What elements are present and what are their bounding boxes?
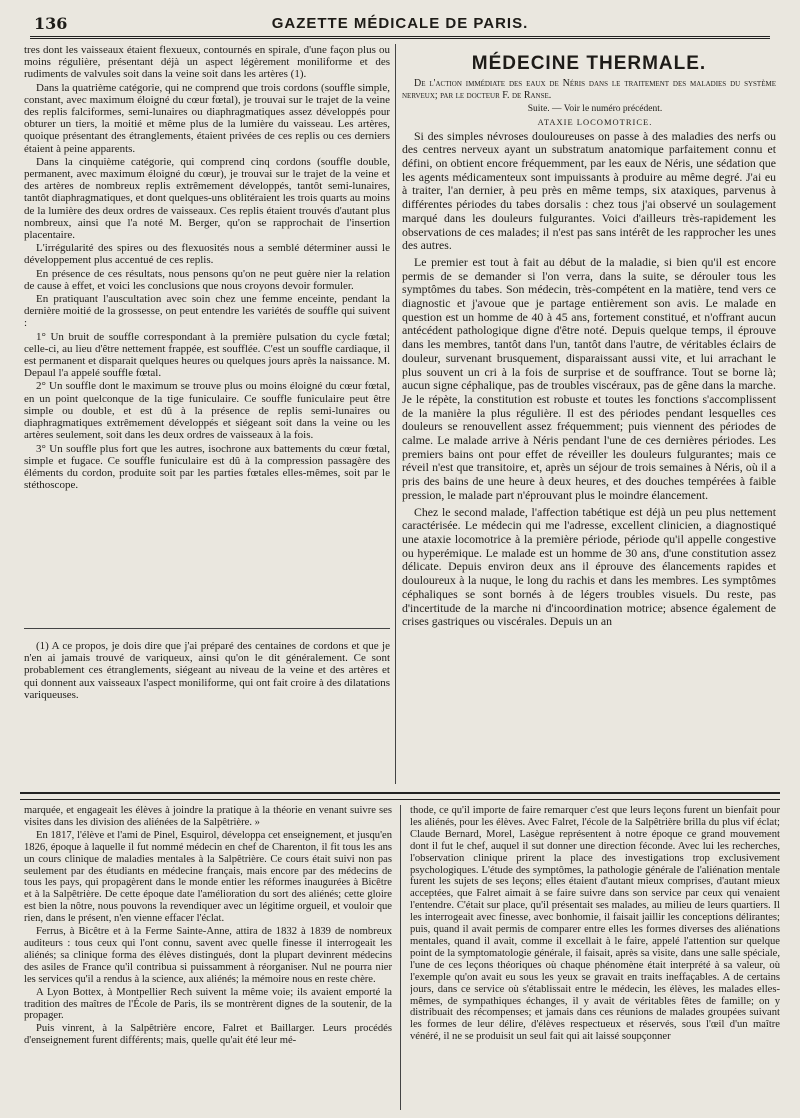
right-column <box>402 44 776 788</box>
continuation-note: Suite. — Voir le numéro précédent. <box>527 104 663 115</box>
paragraph: En présence de ces résultats, nous pensons qu'on ne peut guère nier la relation de cause à effet, et voici les conclusions que nous croyons devoir formuler. <box>24 267 390 292</box>
paragraph: 2° Un souffle dont le maximum se trouve plus ou moins éloigné du cœur fœtal, en un point quelconque de la tige funiculaire. Ce souffle funiculaire peut être simple ou double, et est dû à la présence de replis semi-lunaires ou diaphragmatiques extrêmement développés et siégeant soit dans la veine ou les artères seulement, soit dans les deux ordres de vaisseaux à la fois. <box>24 380 390 442</box>
paragraph: A Lyon Bottex, à Montpellier Rech suivent la même voie; ils avaient emporté la tradition des maîtres de l'École de Paris, ils se montrèrent dignes de la soutenir, de la propager. <box>24 986 392 1022</box>
lower-left-column <box>24 805 392 1115</box>
paragraph: Le premier est tout à fait au début de la maladie, si bien qu'il est encore permis de se demander si l'on verra, dans la suite, se dérouler tous les symptômes du tabes. Son médecin, très-compétent en la matière, tend vers ce diagnostic et j'avoue que je partage entièrement son avis. Le malade en question est un homme de 40 à 45 ans, fortement constitué, et n'offrant aucun antécédent pathologique digne d'être noté. Depuis quelque temps, il éprouve dans les membres, tantôt dans l'un, tantôt dans l'autre, de véritables éclairs de douleur, survenant brusquement, disparaissant aussi vite, et lui arrachant le plus souvent un cri à la fois de surprise et de souffrance. Tout se borne là; aucun signe céphalique, pas de troubles viscéraux, pas de gêne dans la marche. Je le répète, la constitution est robuste et toutes les fonctions s'accomplissent de la manière la plus régulière. Il est des périodes pendant lesquelles ces douleurs se renouvellent assez fréquemment; puis viennent des périodes de calme. Le malade arrive à Néris pendant l'une de ces dernières périodes. Les premiers bains ont pour effet de réveiller les douleurs fulgurantes; mais ce réveil n'est que transitoire, et, après un séjour de trois semaines à Néris, où il a pris des bains de une heure à deux heures, et des douches tempérées à faible pression, le malade part n'éprouvant plus le moindre élancement. <box>402 254 776 502</box>
lower-right-column <box>410 805 780 1115</box>
feuilleton-separator <box>20 792 780 800</box>
paragraph: L'irrégularité des spires ou des flexuosités nous a semblé déterminer aussi le développement plus accentué de ces replis. <box>24 242 390 267</box>
section-title: MÉDECINE THERMALE. <box>471 53 707 74</box>
left-column <box>24 44 390 622</box>
paragraph: thode, ce qu'il importe de faire remarquer c'est que leurs leçons furent un bienfait pour les aliénés, pour les élèves. Avec Falret, l'école de la Salpêtrière brilla du plus vif éclat; Claude Bernard, Morel, Lasègue représentent à notre époque ce grand mouvement dont il fut le chef, auquel il sut donner une direction féconde. Avec lui les recherches, l'observation clinique prirent la place des investigations trop exclusivement psychologiques. L'étude des symptômes, la pathologie générale de l'aliénation mentale furent les sujets de ses leçons; elles étaient d'autant mieux comprises, d'autant mieux acceptées, que Falret aimait à se faire suivre dans son service par ceux qui venaient l'entendre. C'était sur place, qu'il présentait ses malades, au milieu de leurs quartiers. Il les interrogeait avec finesse, avec bonhomie, il faisait jaillir les conceptions délirantes; puis, quand il avait permis de comparer entre elles les formes diverses des aliénations mentales, quand il avait, comme il excellait à le faire, appelé l'attention sur quelque point de la symptomatologie générale, il faisait, après sa visite, dans une salle spéciale, l'une de ces leçons théoriques où chaque phénomène était interprété à sa valeur, où l'exemple qu'on avait eu sous les yeux se gravait en traits ineffaçables. A de certains jours, dans ce service où s'établissait entre le médecin, les élèves, les malades elles-mêmes, de sympathiques échanges, il y avait de véritables fêtes de famille; on y distribuait des récompenses; et jamais dans ces réunions de malades groupées suivant les formes de leur délire, d'élèves respectueux et réservés, sous l'œil d'un maître vénéré, il ne se produisit un seul fait qui ait laissé soupçonner <box>410 805 780 1043</box>
paragraph: Chez le second malade, l'affection tabétique est déjà un peu plus nettement caractérisée. Le médecin qui me l'adresse, excellent clinicien, a diagnostiqué une ataxie locomotrice à la première période, période qu'il appelle congestive ou hyperémique. Le malade est un homme de 30 ans, d'une constitution assez délicate. Depuis environ deux ans il éprouve des élancements rapides et douloureux à la nuque, le long du rachis et dans les membres. Les symptômes céphaliques se sont bornés à de légers troubles visuels. Du reste, pas d'incertitude de la marche ni d'incoordination motrice; absence également de crises gastriques ou viscérales. Depuis un an <box>402 504 776 629</box>
paragraph: Dans la cinquième catégorie, qui comprend cinq cordons (souffle double, permanent, avec maximum éloigné du cœur), je trouvai sur le trajet de la veine et des artères de nombreux replis extrêmement développés, tantôt semi-lunaires, tantôt diaphragmatiques, et dont quelques-uns oblitéraient les trois quarts au moins de la lumière des deux ordres de vaisseaux. Ces replis étaient trouvés d'autant plus nombreux, ainsi que l'a noté M. Berger, qu'on se rapprochait de l'insertion placentaire. <box>24 155 390 242</box>
column-divider <box>395 44 396 784</box>
paragraph: Puis vinrent, à la Salpêtrière encore, Falret et Baillarger. Leurs procédés d'enseignement furent différents; mais, quelle qu'ait été leur mé- <box>24 1023 392 1047</box>
paragraph: 1° Un bruit de souffle correspondant à la première pulsation du cycle fœtal; celle-ci, au lieu d'être nettement frappée, est soufflée. C'est un souffle cardiaque, il est permanent et disparait quelques heures ou quelques jours après la naissance. M. Depaul l'a appelé souffle fœtal. <box>24 330 390 380</box>
paragraph: Si des simples névroses douloureuses on passe à des maladies des nerfs ou des centres nerveux ayant un substratum anatomique parfaitement connu et défini, on obtient encore fréquemment, par les eaux de Néris, une sédation que les agents médicamenteux sont impuissants à produire au même degré. J'ai eu à traiter, l'an dernier, à peu près en même temps, six ataxiques, parvenus à différentes périodes du tabes dorsalis : chez tous j'ai observé un soulagement marqué dans les douleurs fulgurantes. Voici d'ailleurs très-rapidement les observations de ces malades; il n'est pas sans intérêt de les rapprocher les unes des autres. <box>402 128 776 253</box>
gazette-title: GAZETTE MÉDICALE DE PARIS. <box>271 15 529 32</box>
paragraph: tres dont les vaisseaux étaient flexueux, contournés en spirale, d'une façon plus ou moins régulière, présentant déjà un aspect légèrement moniliforme et des rudiments de valvules soit dans la veine soit dans les artères (1). <box>24 44 390 81</box>
footnote-divider <box>24 628 390 629</box>
paragraph: 3° Un souffle plus fort que les autres, isochrone aux battements du cœur fœtal, simple et fugace. Ce souffle funiculaire est dû à la compression passagère des éléments du cordon, produite soit par les parties fœtales elles-mêmes, soit par le stéthoscope. <box>24 442 390 492</box>
paragraph: En 1817, l'élève et l'ami de Pinel, Esquirol, développa cet enseignement, et jusqu'en 1826, époque à laquelle il fut nommé médecin en chef de Charenton, il fit tous les ans un cours clinique de maladies mentales à la Salpêtrière. Ce cours était suivi non pas seulement par des étudiants en médecine français, mais encore par des médecins de tous les pays, qui propagèrent dans le monde entier les réformes inaugurées à Bicêtre et à la Salpêtrière. De cette époque date l'amélioration du sort des aliénés; cette gloire est bien la nôtre, nous pouvons la revendiquer avec un légitime orgueil, et vouloir que rien, dans le présent, n'en vienne effacer l'éclat. <box>24 829 392 925</box>
page-header <box>30 14 770 39</box>
paragraph: Dans la quatrième catégorie, qui ne comprend que trois cordons (souffle simple, constant, avec maximum éloigné du cœur fœtal), je trouvai sur le trajet de la veine des replis falciformes, semi-lunaires ou diaphragmatiques assez développés pour obturer un tiers, la moitié et même plus de la lumière du vaisseau. Les artères, quoique présentant des étranglements, étaient privées de ces replis ou ces derniers étaient à peine apparents. <box>24 81 390 155</box>
paragraph: marquée, et engageait les élèves à joindre la pratique à la théorie en venant suivre ses visites dans les division des aliénées de la Salpêtrière. » <box>24 805 392 828</box>
column-divider <box>400 805 401 1110</box>
footnote <box>24 640 390 704</box>
subheading: ATAXIE LOCOMOTRICE. <box>537 117 653 128</box>
footnote-text: (1) A ce propos, je dois dire que j'ai préparé des centaines de cordons et que je n'en ai jamais trouvé de variqueux, ainsi qu'on le dit généralement. Ce sont probablement ces étranglements, siégeant au niveau de la veine et des artères et qui donnent aux vaisseaux l'aspect moniliforme, qui ont fait croire à des dilatations variqueuses. <box>24 640 390 701</box>
paragraph: En pratiquant l'auscultation avec soin chez une femme enceinte, pendant la dernière moitié de la grossesse, on peut entendre les variétés de souffle qui suivent : <box>24 293 390 330</box>
paragraph: Ferrus, à Bicêtre et à la Ferme Sainte-Anne, attira de 1832 à 1839 de nombreux auditeurs : tous ceux qui l'ont connu, savent avec quelle finesse il interrogeait les aliénés; sa clinique forma des élèves distingués, dont la plupart devinrent médecins des asiles de France qu'il contribua si puissamment à réorganiser. Nul ne pourra nier les services qu'il a rendus à la science, aux aliénés; la mémoire nous en reste chère. <box>24 926 392 985</box>
page-number: 136 <box>34 14 68 33</box>
article-title: De l'action immédiate des eaux de Néris dans le traitement des maladies du système nerveux; par le docteur F. de Ranse. <box>402 78 776 102</box>
